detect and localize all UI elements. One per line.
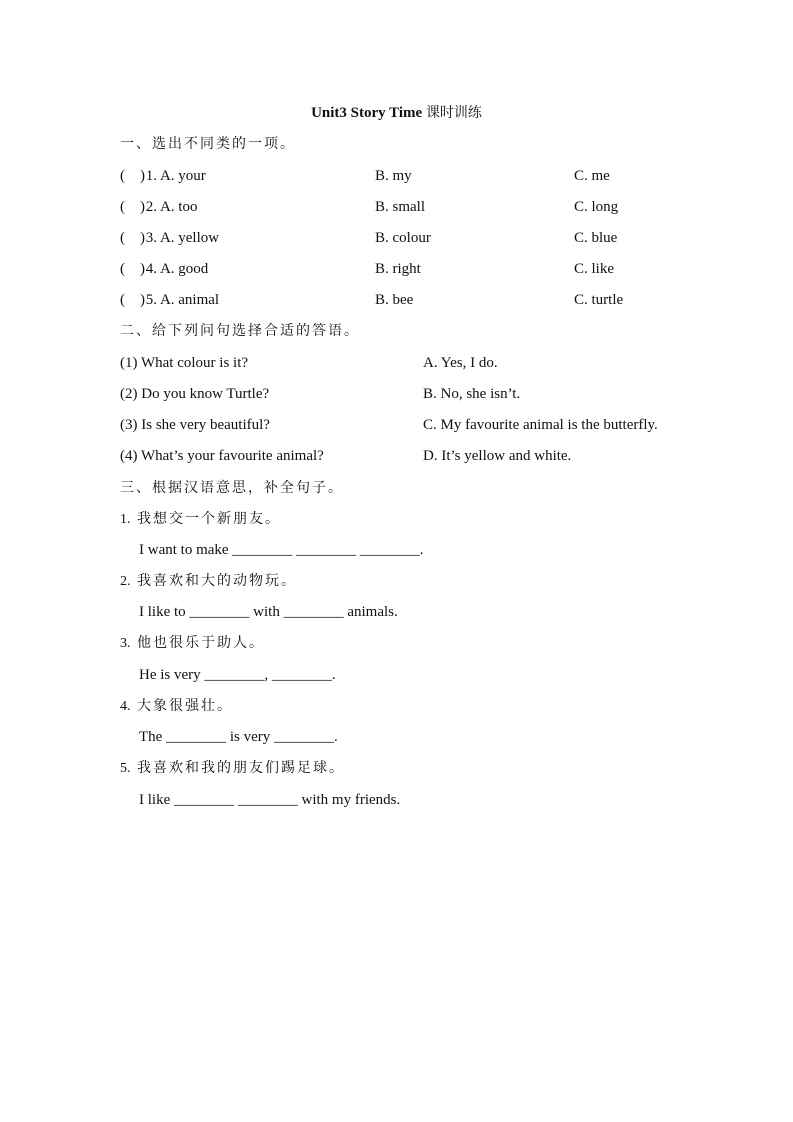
- item-number: 4.: [145, 261, 157, 277]
- section1-option-b: B. bee: [375, 292, 414, 308]
- section1-option-b: B. right: [375, 261, 421, 277]
- prompt-chinese: 我喜欢和我的朋友们踢足球。: [136, 760, 345, 776]
- prompt-chinese: 我喜欢和大的动物玩。: [136, 573, 297, 589]
- section3-prompt: [120, 696, 233, 717]
- section1-option-c: C. turtle: [574, 292, 624, 308]
- item-number: 2.: [145, 199, 157, 215]
- section1-option-c: C. blue: [574, 230, 618, 246]
- section1-option-a: [120, 166, 206, 186]
- page-title: [0, 103, 793, 123]
- option-a-text: A. good: [159, 261, 209, 277]
- section3-prompt: [120, 509, 281, 530]
- prompt-number: 1.: [120, 512, 131, 527]
- section2-answer: A. Yes, I do.: [423, 355, 498, 371]
- prompt-number: 4.: [120, 699, 131, 714]
- section2-question: (1) What colour is it?: [120, 355, 249, 371]
- section3-sentence: I like ________ ________ with my friends.: [139, 792, 401, 808]
- section2-question: (2) Do you know Turtle?: [120, 386, 270, 402]
- title-english: Unit3 Story Time: [311, 105, 423, 121]
- item-number: 3.: [145, 230, 157, 246]
- section3-sentence: The ________ is very ________.: [139, 729, 338, 745]
- option-a-text: A. animal: [159, 292, 220, 308]
- section1-option-c: C. me: [574, 168, 610, 184]
- prompt-number: 2.: [120, 574, 131, 589]
- section1-option-b: B. my: [375, 168, 412, 184]
- prompt-chinese: 他也很乐于助人。: [136, 635, 265, 651]
- section2-answer: C. My favourite animal is the butterfly.: [423, 417, 658, 433]
- section3-prompt: [120, 758, 345, 779]
- section1-option-c: C. like: [574, 261, 614, 277]
- section1-option-a: [120, 228, 219, 248]
- section1-heading: 一、选出不同类的一项。: [120, 136, 296, 152]
- option-a-text: A. too: [159, 199, 198, 215]
- section1-option-a: [120, 259, 208, 279]
- answer-paren: ( ): [120, 168, 145, 184]
- section3-sentence: I like to ________ with ________ animals.: [139, 604, 398, 620]
- section2-answer: B. No, she isn’t.: [423, 386, 521, 402]
- prompt-chinese: 我想交一个新朋友。: [136, 511, 281, 527]
- answer-paren: ( ): [120, 292, 145, 308]
- section2-heading: 二、给下列问句选择合适的答语。: [120, 323, 360, 339]
- title-chinese: 课时训练: [425, 105, 482, 121]
- prompt-number: 5.: [120, 761, 131, 776]
- answer-paren: ( ): [120, 261, 145, 277]
- section3-prompt: [120, 571, 297, 592]
- section1-option-a: [120, 197, 197, 217]
- answer-paren: ( ): [120, 199, 145, 215]
- answer-paren: ( ): [120, 230, 145, 246]
- section2-answer: D. It’s yellow and white.: [423, 448, 572, 464]
- option-a-text: A. yellow: [159, 230, 220, 246]
- section1-option-c: C. long: [574, 199, 619, 215]
- section2-question: (4) What’s your favourite animal?: [120, 448, 324, 464]
- section1-option-a: [120, 290, 219, 310]
- item-number: 5.: [145, 292, 157, 308]
- option-a-text: A. your: [159, 168, 206, 184]
- section3-heading: 三、根据汉语意思，补全句子。: [120, 480, 344, 496]
- prompt-chinese: 大象很强壮。: [136, 698, 233, 714]
- prompt-number: 3.: [120, 636, 131, 651]
- section1-option-b: B. colour: [375, 230, 431, 246]
- section3-sentence: I want to make ________ ________ ________.: [139, 542, 424, 558]
- section3-sentence: He is very ________, ________.: [139, 667, 336, 683]
- section3-prompt: [120, 633, 265, 654]
- section1-option-b: B. small: [375, 199, 426, 215]
- item-number: 1.: [145, 168, 157, 184]
- section2-question: (3) Is she very beautiful?: [120, 417, 270, 433]
